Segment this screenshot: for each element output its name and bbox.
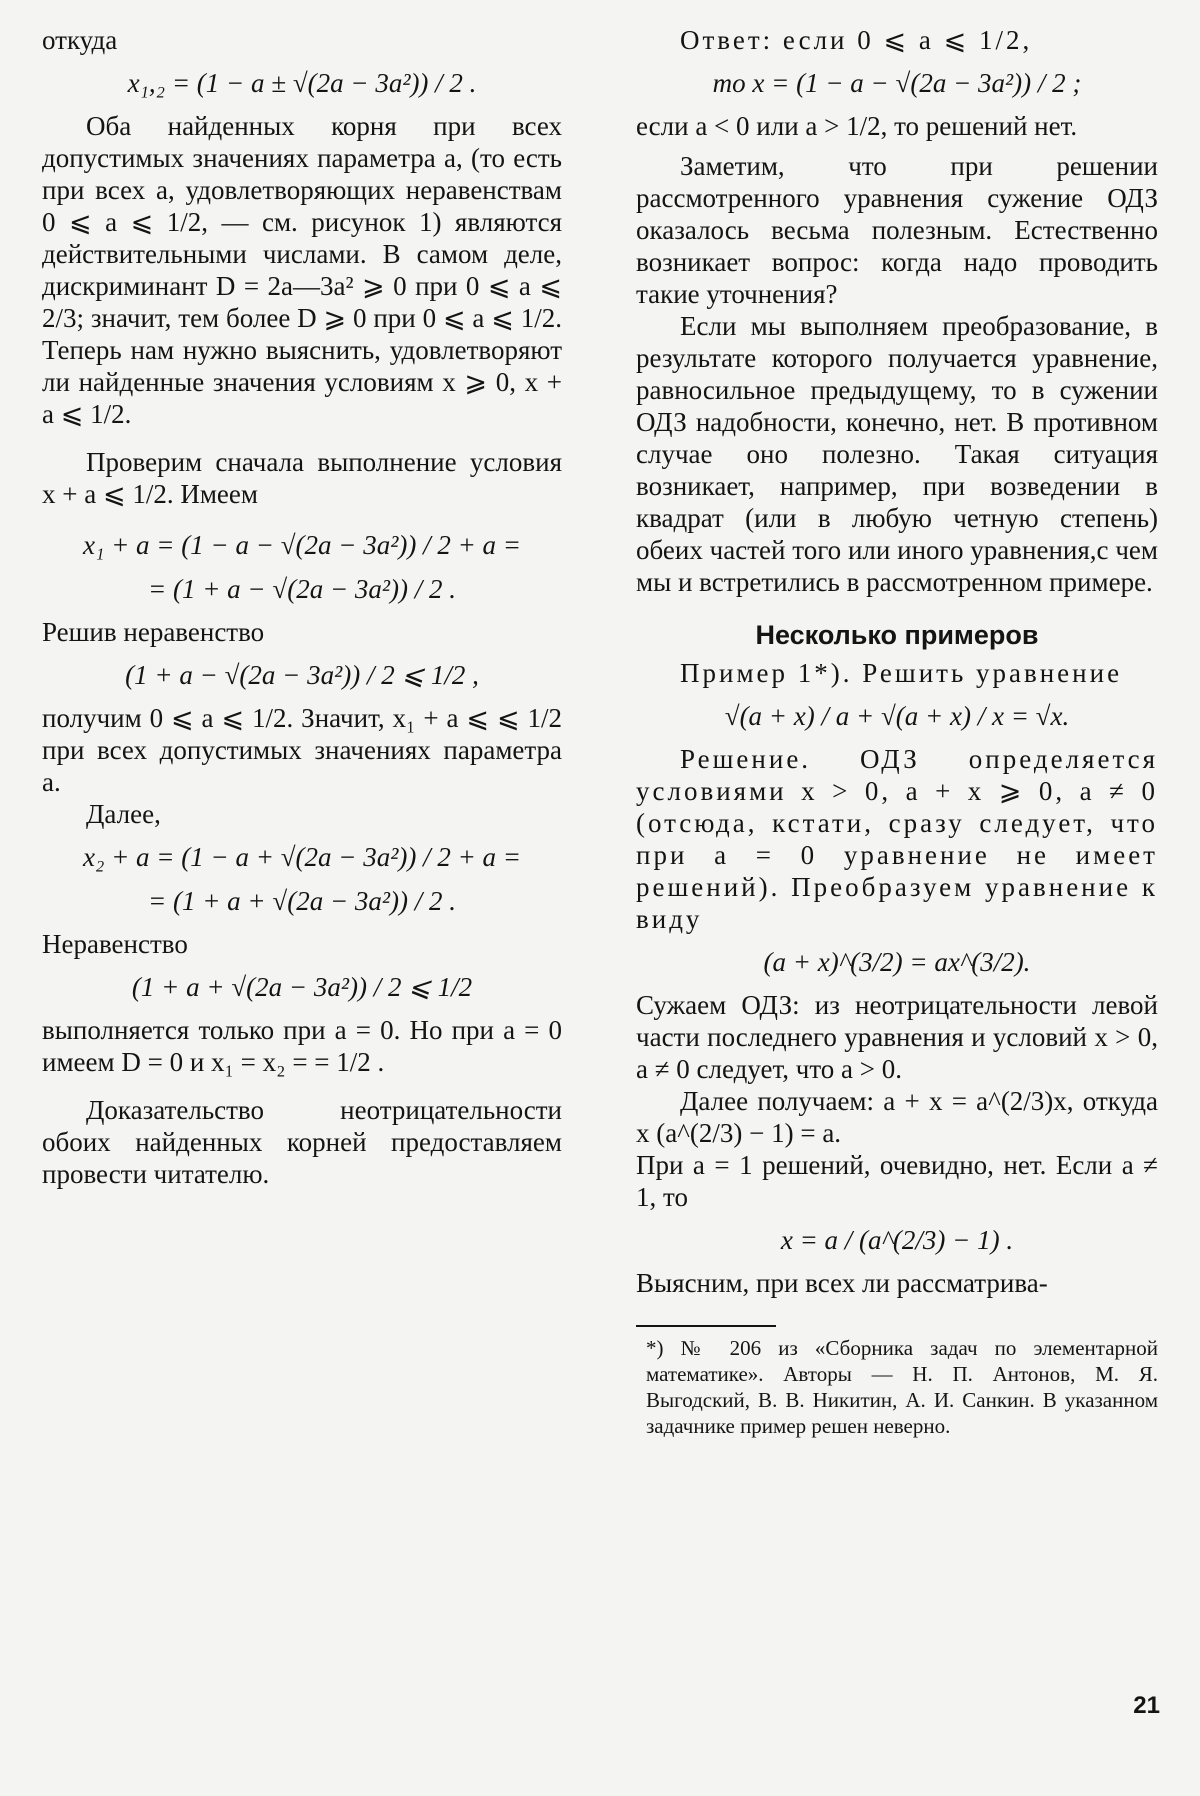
equation: √(a + x) / a + √(a + x) / x = √x. bbox=[724, 701, 1070, 731]
paragraph: Решив неравенство bbox=[42, 617, 265, 647]
paragraph: Далее, bbox=[86, 799, 161, 829]
equation: x₂ + a = (1 − a + √(2a − 3a²)) / 2 + a = bbox=[82, 842, 522, 872]
equation: x = a / (a^(2/3) − 1) . bbox=[780, 1225, 1014, 1255]
right-column bbox=[636, 24, 1158, 1439]
paragraph: получим 0 ⩽ a ⩽ 1/2. Значит, x₁ + a ⩽ ⩽ 1/2 при всех допустимых значениях параметра a. bbox=[42, 703, 562, 797]
paragraph: если a < 0 или a > 1/2, то решений нет. bbox=[636, 111, 1078, 141]
paragraph: Сужаем ОДЗ: из неотрицательности левой части последнего уравнения и условий x > 0, a ≠ 0 следует, что a > 0. bbox=[636, 990, 1158, 1084]
equation: то x = (1 − a − √(2a − 3a²)) / 2 ; bbox=[712, 68, 1082, 98]
paragraph: откуда bbox=[42, 25, 118, 55]
equation: (1 + a − √(2a − 3a²)) / 2 ⩽ 1/2 , bbox=[125, 660, 479, 690]
example-title: Пример 1*). Решить уравнение bbox=[680, 658, 1123, 688]
left-column bbox=[42, 24, 562, 1190]
equation: (a + x)^(3/2) = ax^(3/2). bbox=[763, 947, 1031, 977]
paragraph: Доказательство неотрицательности обоих найденных корней предоставляем провести читателю. bbox=[42, 1095, 562, 1189]
footnote-rule bbox=[636, 1325, 776, 1327]
footnote: *) № 206 из «Сборника задач по элементарной математике». Авторы — Н. П. Антонов, М. Я. Выгодский, В. В. Никитин, А. И. Санкин. В указанном задачнике пример решен неверно. bbox=[646, 1336, 1158, 1438]
equation: (1 + a + √(2a − 3a²)) / 2 ⩽ 1/2 bbox=[131, 972, 473, 1002]
paragraph: Заметим, что при решении рассмотренного уравнения сужение ОДЗ оказалось весьма полезным. Естественно возникает вопрос: когда надо проводить такие уточнения? bbox=[636, 151, 1158, 309]
equation: = (1 + a + √(2a − 3a²)) / 2 . bbox=[147, 886, 456, 916]
page-number: 21 bbox=[1133, 1692, 1160, 1719]
equation: = (1 + a − √(2a − 3a²)) / 2 . bbox=[147, 574, 456, 604]
paragraph: Оба найденных корня при всех допустимых значениях параметра a, (то есть при всех a, удовлетворяющих неравенствам 0 ⩽ a ⩽ 1/2, — см. рисунок 1) являются действительными числами. В самом деле, дискриминант D = 2a—3a² ⩾ 0 при 0 ⩽ a ⩽ 2/3; значит, тем более D ⩾ 0 при 0 ⩽ a ⩽ 1/2. Теперь нам нужно выяснить, удовлетворяют ли найденные значения условиям x ⩾ 0, x + a ⩽ 1/2. bbox=[42, 111, 562, 429]
equation: x₁ + a = (1 − a − √(2a − 3a²)) / 2 + a = bbox=[82, 530, 522, 560]
paragraph: Выясним, при всех ли рассматрива- bbox=[636, 1268, 1048, 1298]
paragraph: Далее получаем: a + x = a^(2/3)x, откуда x (a^(2/3) − 1) = a. bbox=[636, 1086, 1158, 1148]
paragraph: выполняется только при a = 0. Но при a = 0 имеем D = 0 и x₁ = x₂ = = 1/2 . bbox=[42, 1015, 562, 1077]
paragraph: Решение. ОДЗ определяется условиями x > 0, a + x ⩾ 0, a ≠ 0 (отсюда, кстати, сразу следует, что при a = 0 уравнение не имеет решений). Преобразуем уравнение к виду bbox=[636, 744, 1158, 934]
paragraph: Если мы выполняем преобразование, в результате которого получается уравнение, равносильное предыдущему, то в сужении ОДЗ надобности, конечно, нет. В противном случае оно полезно. Такая ситуация возникает, например, при возведении в квадрат (или в любую четную степень) обеих частей того или иного уравнения,с чем мы и встретились в рассмотренном примере. bbox=[636, 311, 1158, 597]
paragraph: Проверим сначала выполнение условия x + a ⩽ 1/2. Имеем bbox=[42, 447, 562, 509]
section-heading: Несколько примеров bbox=[755, 620, 1039, 650]
equation: x₁,₂ = (1 − a ± √(2a − 3a²)) / 2 . bbox=[127, 68, 477, 98]
paragraph: При a = 1 решений, очевидно, нет. Если a ≠ 1, то bbox=[636, 1150, 1158, 1212]
answer-line: Ответ: если 0 ⩽ a ⩽ 1/2, bbox=[680, 25, 1033, 55]
paragraph: Неравенство bbox=[42, 929, 188, 959]
